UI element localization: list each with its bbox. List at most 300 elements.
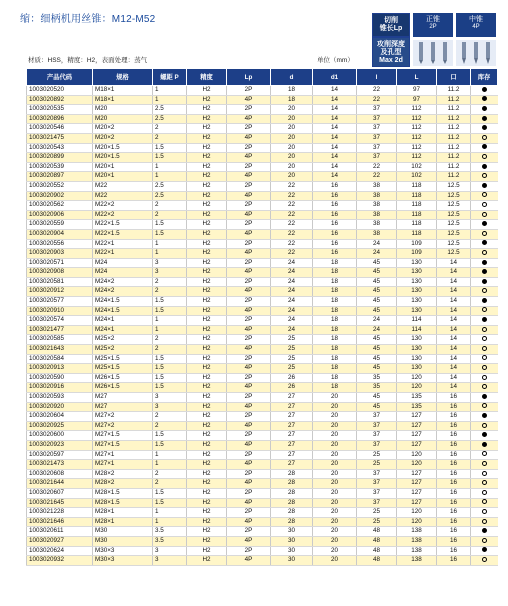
table-cell: M22: [93, 191, 153, 201]
table-cell: 2P: [227, 162, 271, 172]
table-cell: 45: [357, 268, 397, 278]
table-cell: 45: [357, 306, 397, 316]
table-cell: 11.2: [437, 124, 471, 134]
table-cell: H2: [187, 517, 227, 527]
in-stock-icon: [482, 413, 487, 418]
table-cell: 11.2: [437, 172, 471, 182]
table-cell: 3: [153, 546, 187, 556]
stock-indicator: [471, 556, 498, 566]
table-cell: 20: [313, 498, 357, 508]
table-cell: 2P: [227, 124, 271, 134]
table-cell: 130: [397, 364, 437, 374]
table-cell: M22: [93, 181, 153, 191]
table-cell: 138: [397, 536, 437, 546]
table-cell: 16: [437, 517, 471, 527]
lp-label-1: 切削: [384, 17, 398, 24]
stock-indicator: [471, 181, 498, 191]
table-cell: 11.2: [437, 95, 471, 105]
table-cell: 1003020584: [27, 354, 93, 364]
stock-indicator: [471, 277, 498, 287]
table-cell: 2: [153, 210, 187, 220]
table-cell: H2: [187, 412, 227, 422]
table-cell: 24: [271, 287, 313, 297]
table-cell: M27: [93, 402, 153, 412]
table-cell: 118: [397, 220, 437, 230]
table-cell: M27×1: [93, 450, 153, 460]
table-row: [27, 450, 498, 460]
table-cell: M27: [93, 393, 153, 403]
table-cell: 28: [271, 488, 313, 498]
table-cell: 16: [437, 393, 471, 403]
table-cell: 1003020923: [27, 440, 93, 450]
table-cell: 2: [153, 277, 187, 287]
table-cell: 27: [271, 440, 313, 450]
table-cell: 37: [357, 124, 397, 134]
table-cell: H2: [187, 172, 227, 182]
stock-indicator: [471, 249, 498, 259]
table-cell: 120: [397, 373, 437, 383]
table-cell: 2P: [227, 412, 271, 422]
table-cell: 114: [397, 316, 437, 326]
table-cell: 3: [153, 393, 187, 403]
table-cell: 130: [397, 335, 437, 345]
table-cell: 2P: [227, 546, 271, 556]
table-cell: H2: [187, 431, 227, 441]
table-cell: M24×2: [93, 277, 153, 287]
in-stock-icon: [482, 96, 487, 101]
table-cell: M26×1.5: [93, 373, 153, 383]
out-of-stock-icon: [482, 557, 487, 562]
table-cell: 112: [397, 143, 437, 153]
table-cell: M22×2: [93, 201, 153, 211]
table-cell: 22: [271, 239, 313, 249]
table-cell: 2P: [227, 354, 271, 364]
table-cell: 16: [437, 488, 471, 498]
table-cell: 2: [153, 412, 187, 422]
table-cell: H2: [187, 297, 227, 307]
table-cell: 26: [271, 373, 313, 383]
table-cell: 3: [153, 556, 187, 566]
table-cell: H2: [187, 133, 227, 143]
table-cell: 4P: [227, 210, 271, 220]
table-cell: M20: [93, 114, 153, 124]
out-of-stock-icon: [482, 490, 487, 495]
stock-indicator: [471, 479, 498, 489]
table-cell: 1: [153, 162, 187, 172]
table-cell: 25: [271, 335, 313, 345]
table-cell: 130: [397, 258, 437, 268]
table-cell: 18: [313, 364, 357, 374]
table-cell: 48: [357, 556, 397, 566]
table-row: [27, 153, 498, 163]
table-cell: 20: [271, 172, 313, 182]
column-header: 螺距 P: [153, 69, 187, 86]
table-cell: 1003020624: [27, 546, 93, 556]
table-cell: 14: [437, 297, 471, 307]
table-cell: 16: [437, 536, 471, 546]
table-cell: 45: [357, 402, 397, 412]
table-cell: 2P: [227, 450, 271, 460]
table-cell: 22: [357, 172, 397, 182]
table-cell: 1: [153, 86, 187, 96]
table-cell: 1.5: [153, 488, 187, 498]
table-cell: 48: [357, 546, 397, 556]
table-cell: 48: [357, 527, 397, 537]
table-cell: 20: [313, 536, 357, 546]
stock-indicator: [471, 153, 498, 163]
table-row: [27, 460, 498, 470]
table-cell: 4P: [227, 498, 271, 508]
table-cell: 1003020912: [27, 287, 93, 297]
table-cell: 20: [313, 450, 357, 460]
table-cell: 1003020916: [27, 383, 93, 393]
table-cell: 16: [437, 546, 471, 556]
stock-indicator: [471, 335, 498, 345]
table-cell: 2: [153, 133, 187, 143]
table-cell: 12.5: [437, 249, 471, 259]
out-of-stock-icon: [482, 173, 487, 178]
table-cell: 118: [397, 210, 437, 220]
table-cell: 2: [153, 345, 187, 355]
table-cell: 28: [271, 517, 313, 527]
table-cell: 37: [357, 488, 397, 498]
table-cell: M30: [93, 527, 153, 537]
table-cell: 102: [397, 172, 437, 182]
table-cell: 1: [153, 450, 187, 460]
out-of-stock-icon: [482, 375, 487, 380]
out-of-stock-icon: [482, 327, 487, 332]
table-cell: 20: [313, 479, 357, 489]
table-cell: 1003020920: [27, 402, 93, 412]
table-cell: M24×1.5: [93, 306, 153, 316]
table-row: [27, 239, 498, 249]
table-cell: 2P: [227, 373, 271, 383]
table-cell: 37: [357, 143, 397, 153]
table-cell: 127: [397, 421, 437, 431]
table-cell: M27×1.5: [93, 431, 153, 441]
out-of-stock-icon: [482, 355, 487, 360]
stock-indicator: [471, 114, 498, 124]
table-row: [27, 316, 498, 326]
table-cell: 4P: [227, 306, 271, 316]
table-row: [27, 335, 498, 345]
table-cell: 1003020559: [27, 220, 93, 230]
table-row: [27, 431, 498, 441]
table-cell: M25×1.5: [93, 364, 153, 374]
table-cell: 20: [313, 488, 357, 498]
table-cell: 4P: [227, 460, 271, 470]
table-cell: 16: [313, 229, 357, 239]
depth-header-box: [372, 37, 410, 67]
table-cell: M18×1: [93, 95, 153, 105]
table-cell: 20: [271, 162, 313, 172]
in-stock-icon: [482, 432, 487, 437]
table-cell: 20: [313, 527, 357, 537]
table-cell: 28: [271, 498, 313, 508]
table-cell: 37: [357, 440, 397, 450]
table-cell: 14: [313, 133, 357, 143]
table-cell: 16: [313, 249, 357, 259]
table-cell: 20: [271, 133, 313, 143]
table-cell: 22: [271, 249, 313, 259]
table-cell: H2: [187, 95, 227, 105]
table-cell: H2: [187, 143, 227, 153]
in-stock-icon: [482, 87, 487, 92]
table-cell: 1003020556: [27, 239, 93, 249]
table-cell: H2: [187, 546, 227, 556]
out-of-stock-icon: [482, 519, 487, 524]
table-row: [27, 105, 498, 115]
table-cell: 1: [153, 95, 187, 105]
out-of-stock-icon: [482, 212, 487, 217]
table-cell: 4P: [227, 268, 271, 278]
table-cell: M28×1.5: [93, 488, 153, 498]
table-cell: 127: [397, 431, 437, 441]
table-cell: 1.5: [153, 383, 187, 393]
table-cell: 112: [397, 124, 437, 134]
table-cell: 1003021645: [27, 498, 93, 508]
table-row: [27, 287, 498, 297]
table-row: [27, 469, 498, 479]
table-cell: 1003020604: [27, 412, 93, 422]
table-cell: 18: [271, 95, 313, 105]
table-cell: 20: [313, 556, 357, 566]
table-cell: H2: [187, 479, 227, 489]
table-row: [27, 527, 498, 537]
depth-label-2: 及孔型: [380, 49, 402, 56]
table-cell: M20×1.5: [93, 153, 153, 163]
table-cell: 4P: [227, 364, 271, 374]
table-row: [27, 297, 498, 307]
lp-label-2: 锥长Lp: [379, 25, 403, 32]
table-cell: H2: [187, 345, 227, 355]
column-header: 规格: [93, 69, 153, 86]
table-cell: 18: [313, 373, 357, 383]
table-cell: 25: [357, 460, 397, 470]
table-cell: H2: [187, 421, 227, 431]
table-cell: 1003020925: [27, 421, 93, 431]
table-cell: 1: [153, 316, 187, 326]
tap-illustration-2p: [413, 40, 453, 66]
table-cell: 1003020910: [27, 306, 93, 316]
stock-indicator: [471, 527, 498, 537]
table-row: [27, 133, 498, 143]
out-of-stock-icon: [482, 538, 487, 543]
table-row: [27, 412, 498, 422]
table-cell: 1003020611: [27, 527, 93, 537]
table-row: [27, 354, 498, 364]
table-cell: H2: [187, 527, 227, 537]
in-stock-icon: [482, 221, 487, 226]
table-row: [27, 162, 498, 172]
table-cell: 38: [357, 210, 397, 220]
table-cell: 2.5: [153, 114, 187, 124]
table-cell: 12.5: [437, 220, 471, 230]
table-cell: 1003020600: [27, 431, 93, 441]
table-cell: 38: [357, 201, 397, 211]
table-cell: H2: [187, 460, 227, 470]
table-cell: 16: [437, 556, 471, 566]
table-cell: 2P: [227, 469, 271, 479]
table-cell: 18: [313, 306, 357, 316]
table-cell: M20×1: [93, 172, 153, 182]
table-header: [27, 69, 498, 86]
table-cell: 11.2: [437, 114, 471, 124]
table-cell: H2: [187, 181, 227, 191]
table-row: [27, 181, 498, 191]
table-cell: 4P: [227, 479, 271, 489]
table-cell: 127: [397, 469, 437, 479]
table-cell: 22: [271, 201, 313, 211]
in-stock-icon: [482, 279, 487, 284]
out-of-stock-icon: [482, 346, 487, 351]
table-cell: 16: [313, 220, 357, 230]
table-cell: H2: [187, 354, 227, 364]
table-cell: 112: [397, 133, 437, 143]
table-cell: 20: [313, 440, 357, 450]
stock-indicator: [471, 412, 498, 422]
table-cell: 1003020597: [27, 450, 93, 460]
out-of-stock-icon: [482, 307, 487, 312]
stock-indicator: [471, 316, 498, 326]
table-cell: M26×1.5: [93, 383, 153, 393]
table-cell: 16: [437, 402, 471, 412]
table-cell: 16: [437, 450, 471, 460]
table-row: [27, 268, 498, 278]
table-cell: H2: [187, 258, 227, 268]
table-cell: M27×1.5: [93, 440, 153, 450]
table-cell: 37: [357, 412, 397, 422]
table-cell: 45: [357, 364, 397, 374]
table-cell: 14: [437, 373, 471, 383]
table-cell: 11.2: [437, 162, 471, 172]
table-cell: 14: [313, 153, 357, 163]
table-cell: 130: [397, 268, 437, 278]
table-cell: 25: [271, 364, 313, 374]
table-row: [27, 306, 498, 316]
table-cell: M30×3: [93, 556, 153, 566]
table-cell: 28: [271, 469, 313, 479]
table-cell: 16: [313, 201, 357, 211]
table-cell: 28: [271, 479, 313, 489]
table-cell: 118: [397, 181, 437, 191]
table-row: [27, 479, 498, 489]
table-cell: 45: [357, 354, 397, 364]
table-cell: 20: [313, 469, 357, 479]
table-cell: 25: [357, 450, 397, 460]
table-row: [27, 114, 498, 124]
table-cell: 11.2: [437, 105, 471, 115]
table-row: [27, 393, 498, 403]
table-cell: 127: [397, 412, 437, 422]
table-cell: 127: [397, 479, 437, 489]
table-cell: 25: [271, 345, 313, 355]
tab-plug-label: 中锥: [469, 16, 483, 23]
table-cell: 12.5: [437, 229, 471, 239]
table-cell: 1.5: [153, 440, 187, 450]
stock-indicator: [471, 229, 498, 239]
table-cell: 18: [313, 335, 357, 345]
table-cell: 1003020585: [27, 335, 93, 345]
table-cell: M20×1.5: [93, 143, 153, 153]
stock-indicator: [471, 373, 498, 383]
table-cell: H2: [187, 556, 227, 566]
table-cell: 130: [397, 297, 437, 307]
table-cell: M28×1: [93, 517, 153, 527]
table-cell: 109: [397, 249, 437, 259]
table-cell: 2: [153, 469, 187, 479]
table-cell: 20: [313, 508, 357, 518]
table-cell: 37: [357, 479, 397, 489]
table-cell: 1003020562: [27, 201, 93, 211]
stock-indicator: [471, 354, 498, 364]
column-header: Lp: [227, 69, 271, 86]
table-cell: H2: [187, 277, 227, 287]
table-cell: 4P: [227, 95, 271, 105]
in-stock-icon: [482, 144, 487, 149]
table-cell: 45: [357, 335, 397, 345]
table-cell: 1003020577: [27, 297, 93, 307]
table-cell: 18: [313, 277, 357, 287]
table-cell: 38: [357, 229, 397, 239]
table-cell: 24: [357, 325, 397, 335]
table-cell: 16: [437, 508, 471, 518]
table-cell: H2: [187, 402, 227, 412]
table-cell: 24: [271, 268, 313, 278]
table-cell: 27: [271, 393, 313, 403]
table-cell: 18: [313, 325, 357, 335]
table-cell: 14: [437, 345, 471, 355]
stock-indicator: [471, 431, 498, 441]
depth-label-3: Max 2d: [379, 57, 403, 64]
table-cell: 45: [357, 277, 397, 287]
table-cell: 20: [313, 546, 357, 556]
column-header: 产品代码: [27, 69, 93, 86]
table-cell: 45: [357, 393, 397, 403]
table-cell: M22×1: [93, 239, 153, 249]
table-cell: H2: [187, 162, 227, 172]
table-cell: 28: [271, 508, 313, 518]
table-cell: 1: [153, 508, 187, 518]
out-of-stock-icon: [482, 499, 487, 504]
table-cell: 16: [437, 412, 471, 422]
stock-indicator: [471, 268, 498, 278]
in-stock-icon: [482, 394, 487, 399]
table-cell: 16: [437, 469, 471, 479]
table-row: [27, 345, 498, 355]
table-cell: 2P: [227, 488, 271, 498]
out-of-stock-icon: [482, 403, 487, 408]
table-cell: 35: [357, 373, 397, 383]
table-cell: 3: [153, 268, 187, 278]
table-cell: 1: [153, 249, 187, 259]
table-cell: 30: [271, 556, 313, 566]
table-row: [27, 488, 498, 498]
table-cell: 14: [437, 383, 471, 393]
table-cell: 16: [313, 239, 357, 249]
table-cell: 27: [271, 450, 313, 460]
table-cell: 1003020892: [27, 95, 93, 105]
table-cell: 24: [271, 258, 313, 268]
table-cell: 97: [397, 86, 437, 96]
table-cell: 1.5: [153, 153, 187, 163]
table-cell: H2: [187, 191, 227, 201]
in-stock-icon: [482, 183, 487, 188]
table-cell: M20×2: [93, 133, 153, 143]
table-cell: H2: [187, 239, 227, 249]
table-row: [27, 172, 498, 182]
table-cell: H2: [187, 124, 227, 134]
